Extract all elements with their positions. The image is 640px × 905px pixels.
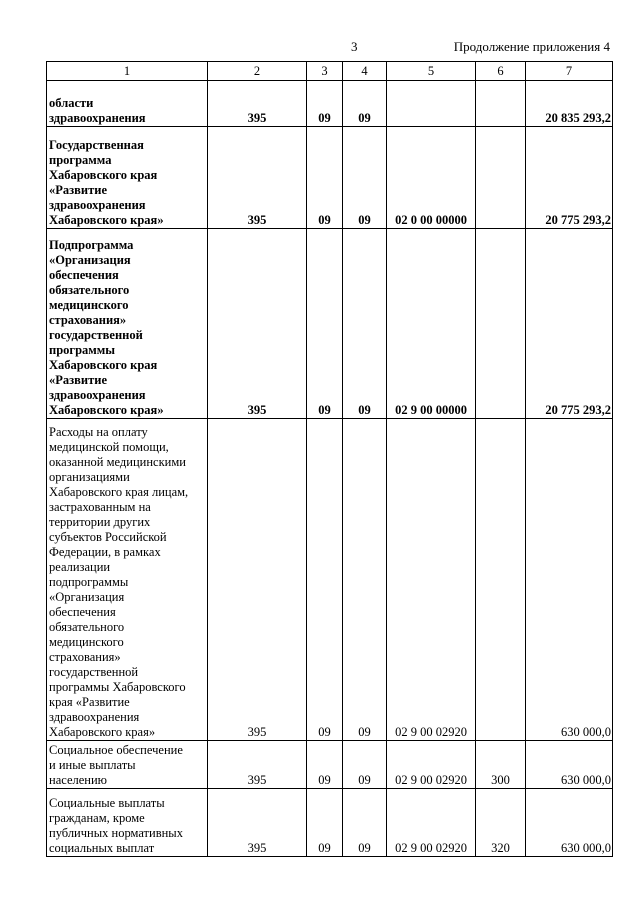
row-name-line: оказанной медицинскими — [49, 455, 186, 469]
row-name-line: медицинской помощи, — [49, 440, 169, 454]
column-number: 3 — [307, 62, 343, 81]
amount-cell: 630 000,0 — [526, 789, 613, 857]
row-name-line: Хабаровского края — [49, 358, 158, 372]
row-name-line: обязательного — [49, 283, 130, 297]
admin-code-cell: 395 — [208, 741, 307, 789]
row-name-line: программы — [49, 343, 116, 357]
row-name-line: государственной — [49, 665, 139, 679]
expense-type-cell: 300 — [476, 741, 526, 789]
section-cell: 09 — [307, 81, 343, 127]
expense-type-cell — [476, 127, 526, 229]
target-article-cell — [387, 81, 476, 127]
row-name-line: здравоохранения — [49, 388, 146, 402]
column-number: 7 — [526, 62, 613, 81]
row-name-line: здравоохранения — [49, 198, 146, 212]
row-name-line: обязательного — [49, 620, 125, 634]
admin-code-cell: 395 — [208, 419, 307, 741]
row-name-line: Государственная — [49, 138, 144, 152]
row-name-line: организациями — [49, 470, 130, 484]
admin-code-cell: 395 — [208, 81, 307, 127]
section-cell: 09 — [307, 127, 343, 229]
row-name-line: Расходы на оплату — [49, 425, 148, 439]
row-name-line: публичных нормативных — [49, 826, 183, 840]
row-name-line: здравоохранения — [49, 710, 140, 724]
row-name-line: «Организация — [49, 590, 125, 604]
row-name-line: медицинского — [49, 635, 124, 649]
table-row — [47, 81, 613, 127]
target-article-cell: 02 9 00 02920 — [387, 741, 476, 789]
row-name-line: программа — [49, 153, 112, 167]
row-name-line: застрахованным на — [49, 500, 151, 514]
row-name-line: обеспечения — [49, 268, 119, 282]
table-row — [47, 127, 613, 229]
table-row — [47, 741, 613, 789]
admin-code-cell: 395 — [208, 789, 307, 857]
row-name-line: населению — [49, 773, 107, 787]
row-name-line: программы Хабаровского — [49, 680, 186, 694]
row-name-cell — [47, 127, 208, 229]
row-name-line: Подпрограмма — [49, 238, 134, 252]
appendix-table — [46, 61, 613, 857]
amount-cell: 20 775 293,2 — [526, 229, 613, 419]
row-name-line: страхования» — [49, 650, 121, 664]
row-name-cell — [47, 419, 208, 741]
section-cell: 09 — [307, 789, 343, 857]
row-name-line: Хабаровского края» — [49, 213, 164, 227]
row-name-line: реализации — [49, 560, 111, 574]
row-name-line: социальных выплат — [49, 841, 155, 855]
amount-cell: 20 835 293,2 — [526, 81, 613, 127]
target-article-cell: 02 0 00 00000 — [387, 127, 476, 229]
row-name-line: субъектов Российской — [49, 530, 167, 544]
column-number: 5 — [387, 62, 476, 81]
admin-code-cell: 395 — [208, 229, 307, 419]
target-article-cell: 02 9 00 02920 — [387, 789, 476, 857]
row-name-line: «Развитие — [49, 183, 108, 197]
expense-type-cell — [476, 81, 526, 127]
subsection-cell: 09 — [343, 81, 387, 127]
row-name-line: государственной — [49, 328, 143, 342]
row-name-line: Хабаровского края лицам, — [49, 485, 189, 499]
column-number: 2 — [208, 62, 307, 81]
subsection-cell: 09 — [343, 789, 387, 857]
table-row — [47, 229, 613, 419]
column-number-row — [47, 62, 613, 81]
column-number: 4 — [343, 62, 387, 81]
row-name-cell — [47, 789, 208, 857]
row-name-line: территории других — [49, 515, 151, 529]
row-name-line: медицинского — [49, 298, 129, 312]
section-cell: 09 — [307, 419, 343, 741]
row-name-line: Хабаровского края» — [49, 403, 164, 417]
row-name-line: Хабаровского края — [49, 168, 158, 182]
column-number: 1 — [47, 62, 208, 81]
column-number: 6 — [476, 62, 526, 81]
expense-type-cell — [476, 229, 526, 419]
row-name-line: здравоохранения — [49, 111, 146, 125]
row-name-line: «Развитие — [49, 373, 108, 387]
row-name-line: страхования» — [49, 313, 127, 327]
row-name-line: Федерации, в рамках — [49, 545, 161, 559]
subsection-cell: 09 — [343, 229, 387, 419]
continuation-note: Продолжение приложения 4 — [453, 39, 610, 54]
amount-cell: 630 000,0 — [526, 741, 613, 789]
amount-cell: 630 000,0 — [526, 419, 613, 741]
section-cell: 09 — [307, 741, 343, 789]
section-cell: 09 — [307, 229, 343, 419]
row-name-line: края «Развитие — [49, 695, 130, 709]
row-name-line: области — [49, 96, 94, 110]
row-name-line: Социальные выплаты — [49, 796, 165, 810]
subsection-cell: 09 — [343, 419, 387, 741]
row-name-cell — [47, 229, 208, 419]
expense-type-cell — [476, 419, 526, 741]
expense-type-cell: 320 — [476, 789, 526, 857]
row-name-line: Хабаровского края» — [49, 725, 156, 739]
page-number: 3 — [351, 39, 358, 54]
target-article-cell: 02 9 00 02920 — [387, 419, 476, 741]
row-name-cell — [47, 741, 208, 789]
row-name-line: подпрограммы — [49, 575, 129, 589]
subsection-cell: 09 — [343, 741, 387, 789]
table-row — [47, 419, 613, 741]
row-name-line: и иные выплаты — [49, 758, 136, 772]
amount-cell: 20 775 293,2 — [526, 127, 613, 229]
table-row — [47, 789, 613, 857]
row-name-line: «Организация — [49, 253, 131, 267]
row-name-line: Социальное обеспечение — [49, 743, 183, 757]
admin-code-cell: 395 — [208, 127, 307, 229]
subsection-cell: 09 — [343, 127, 387, 229]
target-article-cell: 02 9 00 00000 — [387, 229, 476, 419]
row-name-cell — [47, 81, 208, 127]
row-name-line: обеспечения — [49, 605, 116, 619]
row-name-line: гражданам, кроме — [49, 811, 145, 825]
